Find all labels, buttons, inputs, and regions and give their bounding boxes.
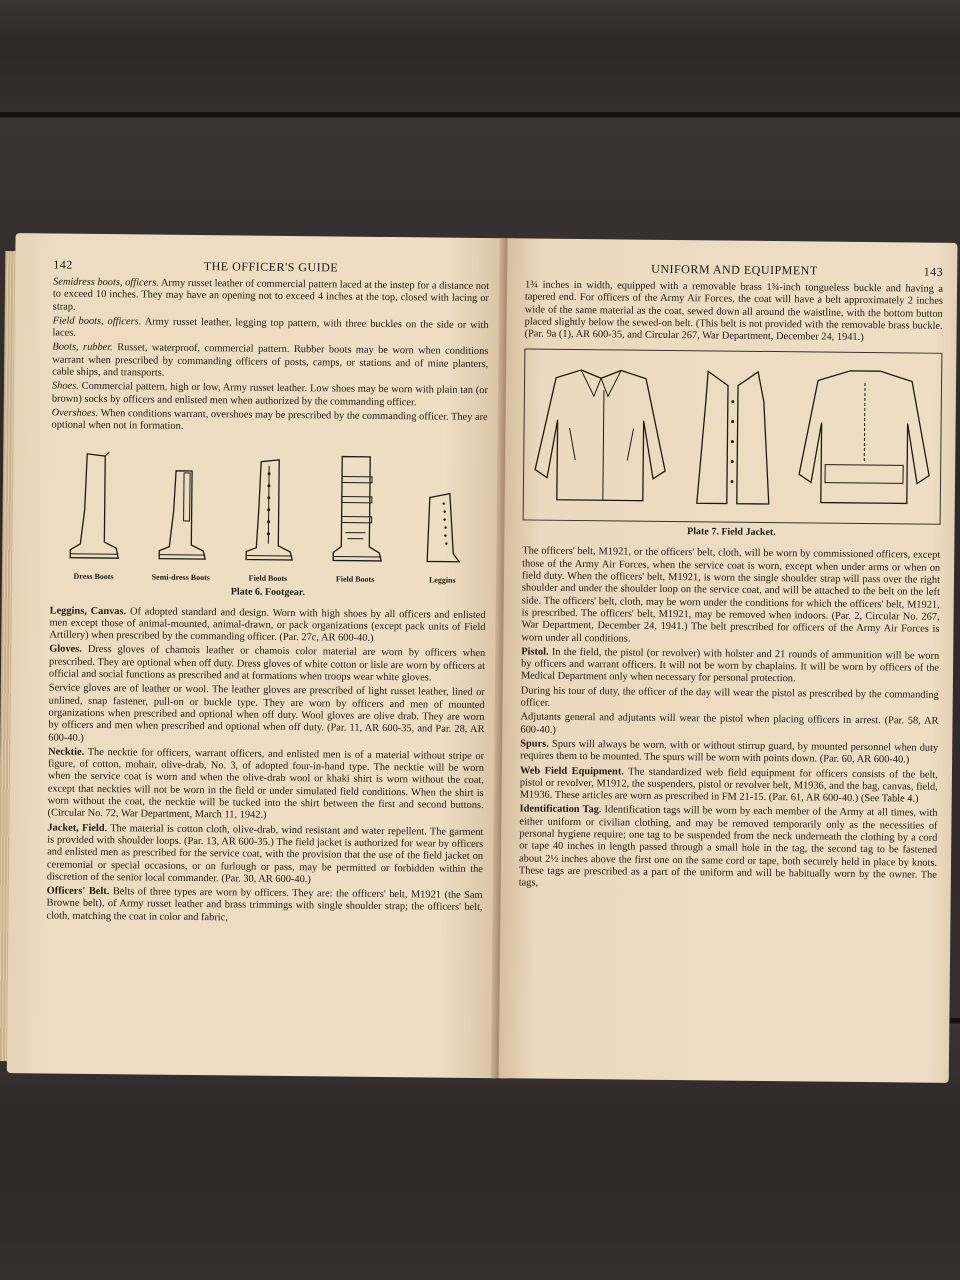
paragraph: During his tour of duty, the officer of the day will wear the pistol as prescribed by the commanding officer. xyxy=(520,685,939,709)
running-head-title: UNIFORM AND EQUIPMENT xyxy=(651,261,818,278)
paragraph-text: Identification tags will be worn by each member of the Army at all times, with either uniform or civilian clothing, and may be removed temporarily only as the necessities of personal hygiene require; one tag to be suspended from the neck underneath the clothing by a cord or tape 40 inches in length passed through a small hole in the tag, the second tag to be fastened about 2½ inches above the first one on the same cord or tape, both securely held in place by knots. These tags are prescribed as a part of the uniform and will be habitually worn by the owner. The tags, xyxy=(518,804,938,889)
paragraph-lead: Shoes. xyxy=(51,380,79,393)
running-head xyxy=(525,260,943,279)
paragraph-text: Army russet leather of commercial pattern laced at the instep for a distance not to exceed 10 inches. They may have an opening not to exceed 4 inches at the top, closed with lacing or strap. xyxy=(52,277,490,313)
paragraph: The officers' belt, M1921, or the officers' belt, cloth, will be worn by commissioned officers, except those of the Army Air Forces, when the service coat is worn, except when under arms or when on field duty. When the officers' belt, M1921, is worn the single shoulder strap will pass over the right shoulder and under the shoulder loop on the service coat, and will be attached to the belt on the left side. The officers' belt, cloth, may be worn under the conditions for which the officers' belt, M1921, is prescribed. The officers' belt, M1921, may be removed when indoors. (Par. 2, Circular No. 267, War Department, December 24, 1941.) The belt prescribed for officers of the Army Air Forces is worn under all conditions. xyxy=(521,545,941,645)
paragraph-lead: Field boots, officers. xyxy=(52,315,142,328)
plate-7-field-jacket xyxy=(523,349,943,525)
paragraph xyxy=(519,804,938,894)
paragraph-text: The material is cotton cloth, olive-drab, wind resistant and water repellent. The garment is provided with shoulder loops. (Par. 13, AR 600-35.) The field jacket is authorized for wear by officers and enlisted men as prescribed for the service coat, with the provision that the use of the field jacket on ceremonial or special occasions, or on furlough or pass, may be permitted or forbidden within the discretion of the senior local commander. (Par. 30, AR 600-40.) xyxy=(46,822,484,886)
paragraph-text: Army russet leather, legging top pattern, with three buckles on the side or with laces. xyxy=(52,316,489,339)
running-head-title: THE OFFICER'S GUIDE xyxy=(203,259,339,275)
figure-label: Field Boots xyxy=(335,574,375,584)
paragraph xyxy=(520,765,938,806)
plate-caption: Plate 7. Field Jacket. xyxy=(687,526,776,539)
paragraph-text: When conditions warrant, overshoes may be prescribed by the commanding officer. They are optional when not in formation. xyxy=(51,407,488,433)
paragraph-lead: Gloves. xyxy=(49,643,82,656)
figure-field-boots-buckled xyxy=(315,452,396,584)
right-page xyxy=(499,238,958,1083)
figure-dress-boots xyxy=(54,449,135,581)
paragraph-lead: Jacket, Field. xyxy=(47,822,108,834)
plate-6-footgear xyxy=(50,438,487,585)
paragraph-lead: Boots, rubber. xyxy=(52,341,113,354)
page-number: 143 xyxy=(923,264,944,279)
paragraph xyxy=(49,644,485,685)
paragraph xyxy=(52,381,488,410)
paragraph-text: Russet, waterproof, commercial pattern. Rubber boots may be worn when conditions warrant when prescribed by commanding officers of posts, camps, or stations and of mine planters, cable ships, and transports. xyxy=(52,342,489,379)
paragraph xyxy=(47,746,484,824)
figure-label: Field Boots xyxy=(248,573,288,583)
paragraph-lead: Leggins, Canvas. xyxy=(49,605,127,617)
paragraph-text: Commercial pattern, high or low, Army russet leather. Low shoes may be worn with plain tan (or brown) socks by officers and enlisted men when authorized by the commanding officer. xyxy=(51,381,489,408)
field-jacket-open-illustration xyxy=(677,362,789,513)
open-book xyxy=(0,223,960,1103)
paragraph xyxy=(47,822,484,888)
figure-label: Semi-dress Boots xyxy=(151,572,210,582)
field-jacket-back-illustration xyxy=(789,363,941,515)
figure-semidress-boots xyxy=(141,450,222,582)
paragraph-text: Of adopted standard and design. Worn with high shoes by all officers and enlisted men except those of animal-mounted, animal-drawn, or pack organizations (except pack units of Field Artillery) when prescribed by the commanding officer. (Par. 27c, AR 600-40.) xyxy=(49,605,486,645)
paragraph xyxy=(51,407,487,436)
dress-boot-illustration xyxy=(64,449,125,570)
paragraph xyxy=(49,605,485,646)
paragraph-text: The standardized web field equipment for officers consists of the belt, pistol or revolver, M1912, the suspenders, pistol or revolver belt, M1936, and the bag, canvas, field, M1936. These articles are worn as prescribed in FM 21-15. (Par. 61, AR 600-40.) (See Table 4.) xyxy=(519,766,939,805)
paragraph-lead: Overshoes. xyxy=(51,407,99,419)
table-seam xyxy=(0,112,960,117)
plate-caption: Plate 6. Footgear. xyxy=(230,585,305,598)
field-boot-buckled-illustration xyxy=(325,452,386,573)
field-jacket-front-illustration xyxy=(525,360,677,512)
figure-label: Leggins xyxy=(428,575,456,585)
paragraph xyxy=(52,315,488,344)
figure-label: Dress Boots xyxy=(73,571,114,581)
paragraph xyxy=(53,277,489,318)
leggin-illustration xyxy=(417,453,468,574)
field-boot-illustration xyxy=(238,451,299,572)
paragraph-text: Spurs will always be worn, with or without stirrup guard, by mounted personnel when duty requires them to be mounted. The spurs will be worn with points down. (Par. 60, AR 600-40.) xyxy=(520,738,939,766)
paragraph: Service gloves are of leather or wool. The leather gloves are prescribed of light russet leather, lined or unlined, snap fastener, pull-on or buckle type. They are worn by officers and men of mounted organizations when prescribed and optional when off duty. Wool gloves are olive drab. They are worn by officers and men when prescribed and optional when off duty. (Par. 11, AR 600-35, and Par. 28, AR 600-40.) xyxy=(48,682,485,744)
figure-field-boots-laced xyxy=(228,451,309,583)
paragraph-lead: Pistol. xyxy=(521,646,549,658)
paragraph-text: The necktie for officers, warrant officers, and enlisted men is of a material without stripe or figure, of cotton, mohair, olive-drab, No. 3, of adopted four-in-hand type. The necktie will be worn when the service coat is worn and when the olive-drab wool or khaki shirt is worn without the coat, except that neckties will not be worn in the field or under simulated field conditions. When the shirt is worn without the coat, the necktie will be tucked into the shirt between the first and second buttons. (Circular No. 72, War Department, March 11, 1942.) xyxy=(47,746,485,822)
paragraph-lead: Web Field Equipment. xyxy=(519,764,624,778)
page-number: 142 xyxy=(53,257,73,272)
paragraph xyxy=(46,886,482,927)
left-page xyxy=(7,233,506,1078)
paragraph xyxy=(521,646,939,687)
paragraph-text: Dress gloves of chamois leather or chamois color material are worn by officers when prescribed. They are optional when off duty. Dress gloves of white cotton or lisle are worn by officers at official and social functions as prescribed and at formations when troops wear white gloves. xyxy=(48,644,486,684)
paragraph: 1¾ inches in width, equipped with a removable brass 1¾-inch tongueless buckle and having a tapered end. For officers of the Army Air Forces, the coat will have a belt approximately 2 inches wide of the same material as the coat, sewed down all around the waistline, with the bottom button placed slightly below the sewed-on belt. (This belt is not provided with the removable brass buckle. (Par. 9a (1), AR 600-35, and Circular 267, War Department, December 24, 1941.) xyxy=(524,279,944,344)
paragraph xyxy=(52,342,488,383)
paragraph-lead: Necktie. xyxy=(48,746,85,758)
paragraph xyxy=(520,738,938,767)
paragraph-lead: Officers' Belt. xyxy=(46,885,110,898)
paragraph-text: In the field, the pistol (or revolver) with holster and 21 rounds of ammunition will be worn by officers and warrant officers. It will not be worn by chaplains. It will be worn by officers of the Medical Department only when necessary for personal protection. xyxy=(520,646,940,685)
running-head xyxy=(53,258,489,278)
paragraph-lead: Spurs. xyxy=(520,738,549,750)
paragraph-text: Belts of three types are worn by officers. They are: the officers' belt, M1921 (the Sam Browne belt), of Army russet leather and brass trimmings with single shoulder strap; the officers' belt, cloth, matching the coat in color and fabric, xyxy=(46,886,483,924)
figure-leggins xyxy=(402,453,483,585)
paragraph-lead: Identification Tag. xyxy=(519,803,602,816)
paragraph-lead: Semidress boots, officers. xyxy=(53,276,159,289)
paragraph: Adjutants general and adjutants will wear the pistol when placing officers in arrest. (Par. 58, AR 600-40.) xyxy=(520,711,939,736)
table-plank xyxy=(0,0,960,112)
semidress-boot-illustration xyxy=(151,450,212,571)
